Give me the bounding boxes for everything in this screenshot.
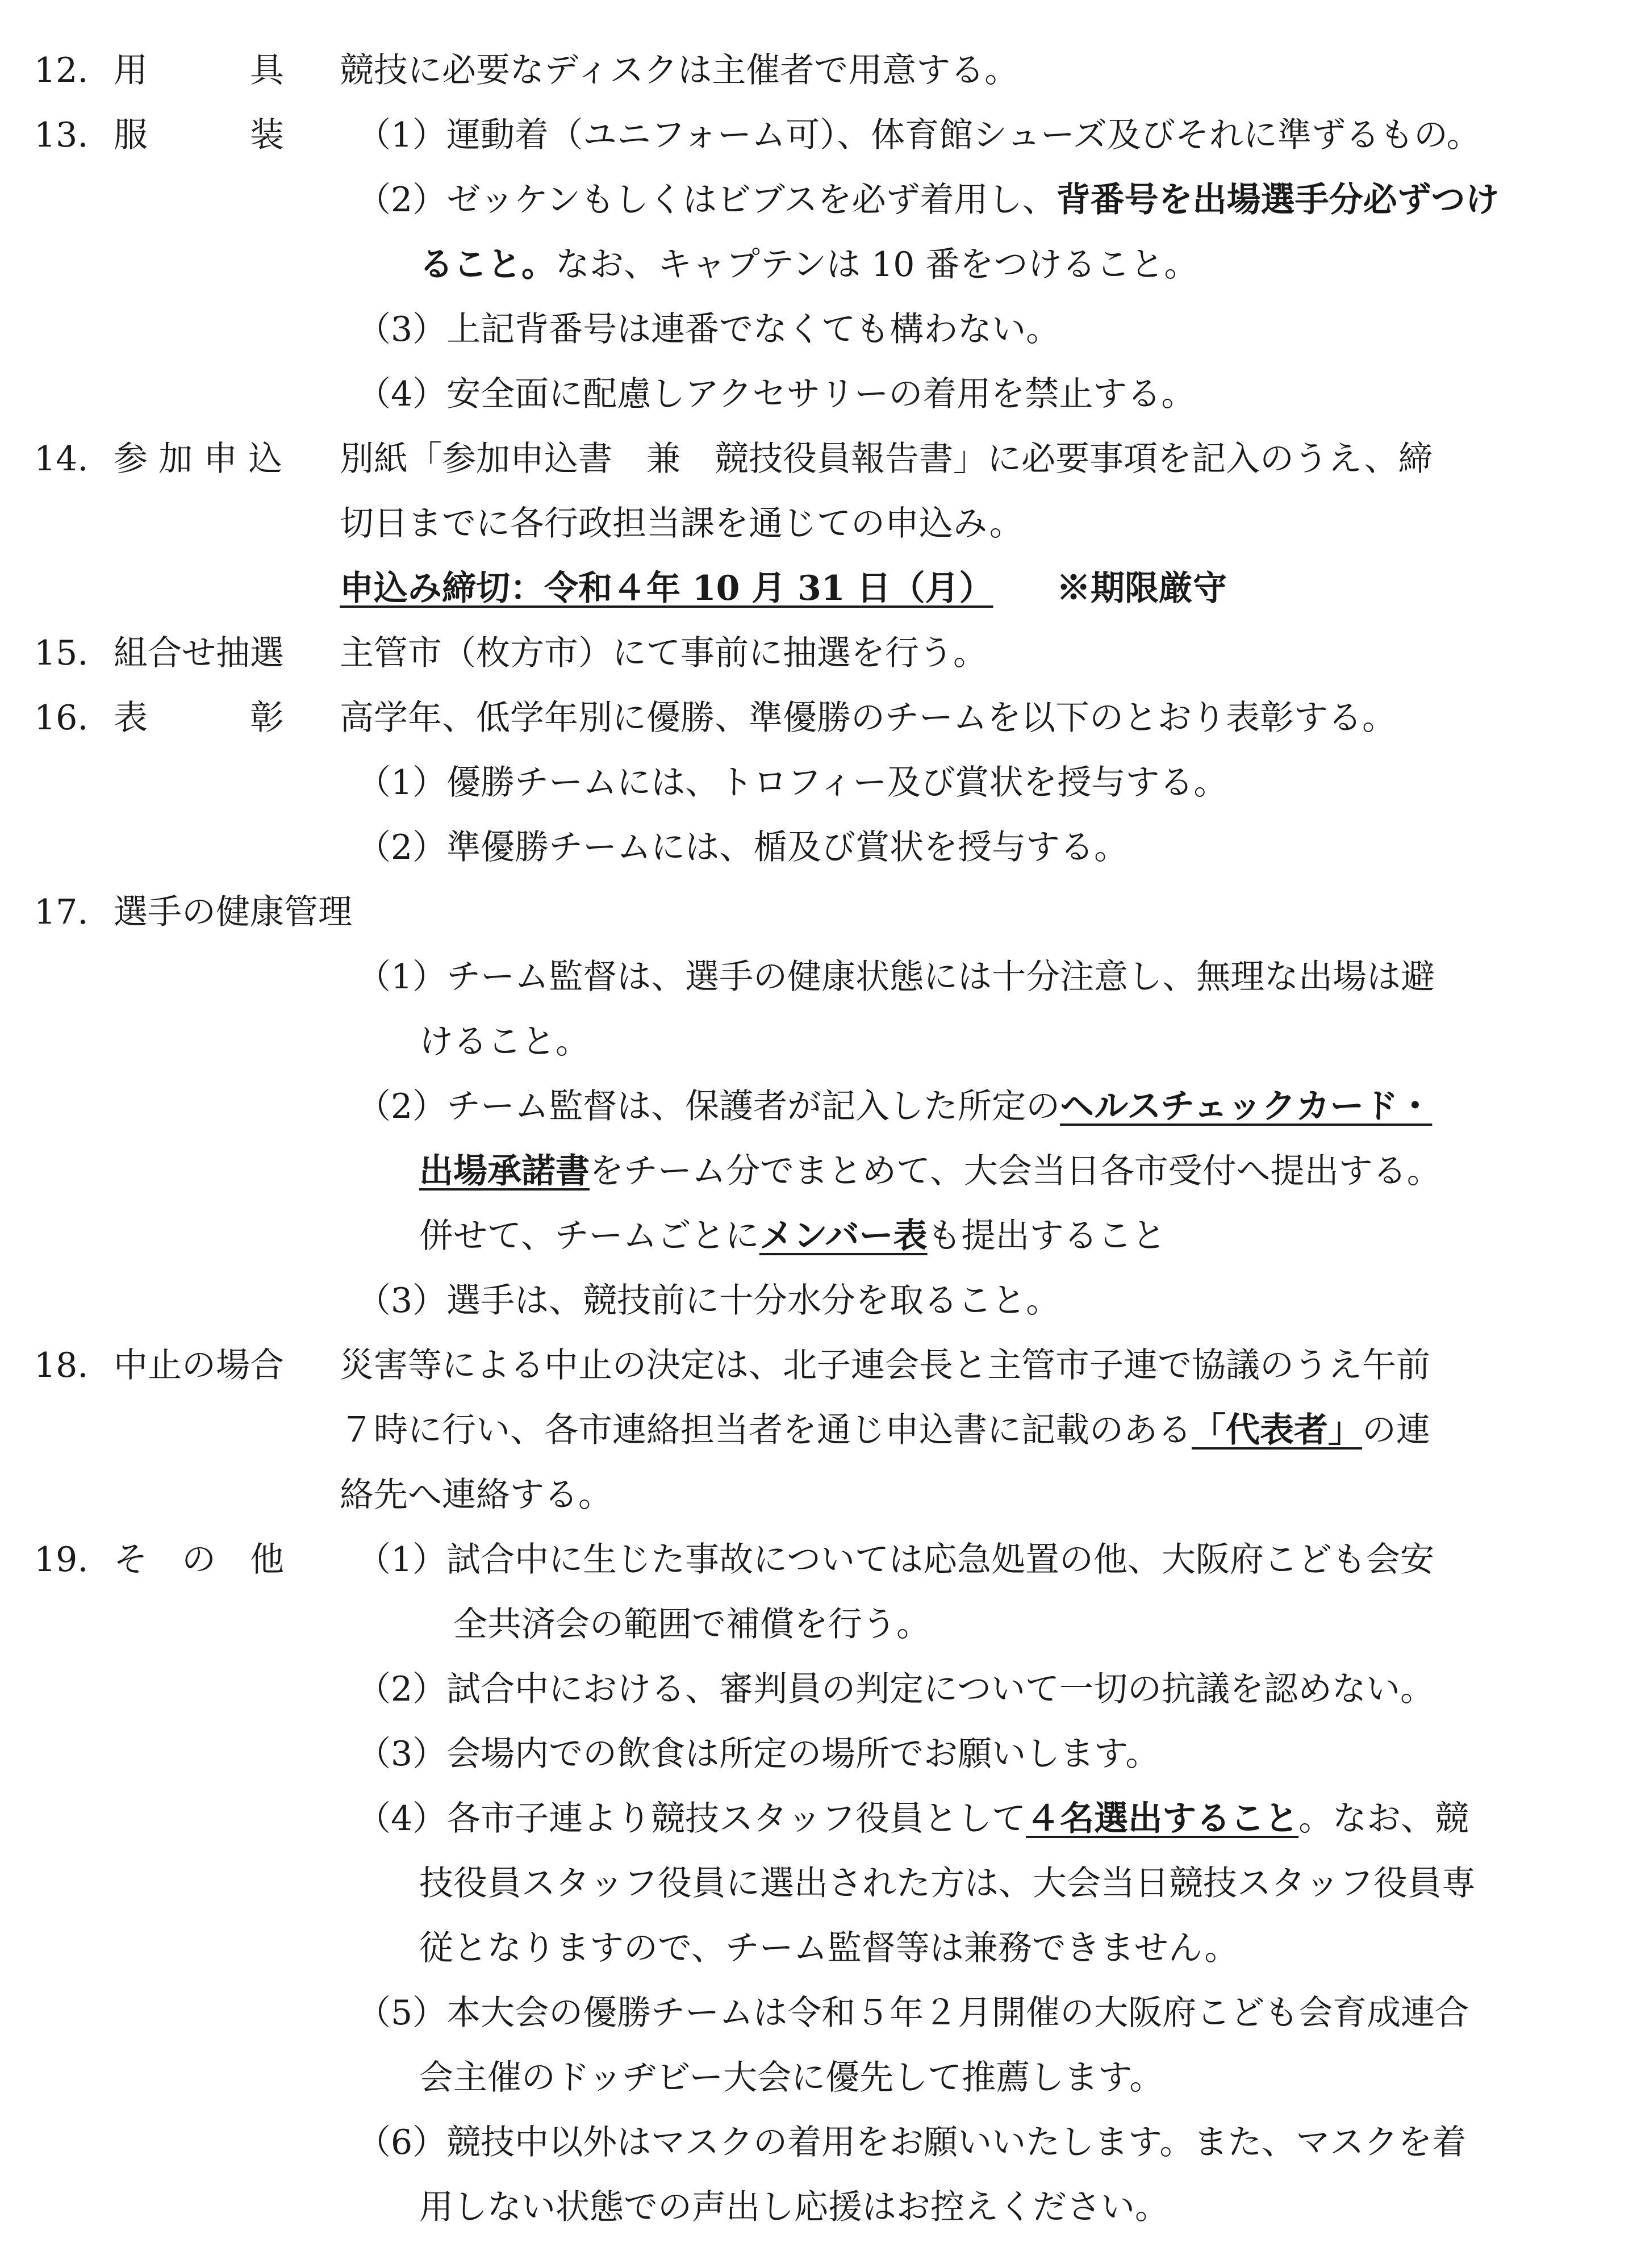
item-number: 17. [34, 892, 89, 932]
item-19-line [0, 2055, 1637, 2100]
item-13-line [0, 242, 1637, 287]
emphasis-text: 背番号を出場選手分必ずつけ [1056, 180, 1500, 220]
item-17-line [0, 1148, 1637, 1194]
item-17-line [0, 1019, 1637, 1064]
item-18 [0, 1343, 1637, 1388]
item-17-line [0, 1278, 1637, 1323]
item-text: （2）ゼッケンもしくはビブスを必ず着用し、 [357, 180, 1056, 220]
item-text: けること。 [419, 1022, 590, 1062]
item-19-line [0, 2120, 1637, 2165]
item-18-line [0, 1407, 1637, 1453]
item-19-line [0, 1731, 1637, 1777]
item-text: 切日までに各行政担当課を通じての申込み。 [340, 504, 1024, 544]
item-text: （4）各市子連より競技スタッフ役員として [357, 1799, 1026, 1839]
item-13-line [0, 177, 1637, 223]
item-text: （2）試合中における、審判員の判定について一切の抗議を認めない。 [357, 1669, 1434, 1709]
item-text: 災害等による中止の決定は、北子連会長と主管市子連で協議のうえ午前 [340, 1346, 1430, 1385]
item-label: そ の 他 [114, 1540, 284, 1580]
item-text: （3）上記背番号は連番でなくても構わない。 [357, 310, 1060, 349]
item-13-line [0, 371, 1637, 417]
item-text: （1）試合中に生じた事故については応急処置の他、大阪府こども会安 [357, 1540, 1434, 1580]
item-19-line [0, 1796, 1637, 1841]
item-label: 選手の健康管理 [114, 892, 352, 932]
item-text: 用しない状態での声出し応援はお控えください。 [419, 2187, 1169, 2227]
item-label: 用 具 [114, 51, 284, 90]
item-text: 絡先へ連絡する。 [340, 1475, 612, 1515]
item-text: 従となりますので、チーム監督等は兼務できません。 [419, 1928, 1239, 1968]
item-number: 13. [34, 115, 89, 155]
item-19-line [0, 1925, 1637, 1971]
item-text: （3）選手は、競技前に十分水分を取ること。 [357, 1281, 1060, 1321]
item-16 [0, 695, 1637, 741]
staff-selection-text: ４名選出すること [1026, 1799, 1299, 1839]
item-text: も提出すること [927, 1216, 1166, 1256]
item-text: をチーム分でまとめて、大会当日各市受付へ提出する。 [590, 1151, 1441, 1191]
item-13 [0, 112, 1637, 158]
item-18-line [0, 1472, 1637, 1518]
item-17-line [0, 1084, 1637, 1129]
consent-form-text: 出場承諾書 [419, 1151, 590, 1191]
item-16-line [0, 825, 1637, 870]
health-check-card-text: ヘルスチェックカード・ [1060, 1087, 1433, 1126]
item-label: 服 装 [114, 115, 284, 155]
item-12 [0, 48, 1637, 93]
item-19-line [0, 1602, 1637, 1647]
item-text: 高学年、低学年別に優勝、準優勝のチームを以下のとおり表彰する。 [340, 698, 1396, 738]
item-text: （1）優勝チームには、トロフィー及び賞状を授与する。 [357, 763, 1228, 803]
item-17 [0, 889, 1637, 935]
item-text: なお、キャプテンは 10 番をつけること。 [556, 245, 1198, 285]
item-number: 14. [34, 439, 89, 479]
item-label: 組合せ抽選 [114, 633, 284, 673]
item-text: ７時に行い、各市連絡担当者を通じ申込書に記載のある [340, 1410, 1192, 1450]
item-19-line [0, 1666, 1637, 1712]
item-19-line [0, 2185, 1637, 2230]
item-text: （5）本大会の優勝チームは令和５年２月開催の大阪府こども会育成連合 [357, 1993, 1469, 2033]
item-text: （2）準優勝チームには、楯及び賞状を授与する。 [357, 828, 1129, 867]
deadline-note: ※期限厳守 [1056, 569, 1227, 608]
item-text: 併せて、チームごとに [419, 1216, 759, 1256]
item-text: 主管市（枚方市）にて事前に抽選を行う。 [340, 633, 987, 673]
item-number: 12. [34, 51, 89, 90]
item-label: 表 彰 [114, 698, 284, 738]
representative-text: 「代表者」 [1192, 1410, 1362, 1450]
item-15 [0, 630, 1637, 676]
item-number: 15. [34, 633, 89, 673]
item-text: （6）競技中以外はマスクの着用をお願いいたします。また、マスクを着 [357, 2123, 1467, 2162]
item-text: 競技に必要なディスクは主催者で用意する。 [340, 51, 1019, 90]
item-text: 技役員スタッフ役員に選出された方は、大会当日競技スタッフ役員専 [419, 1864, 1476, 1903]
item-text: 。なお、競 [1298, 1799, 1469, 1839]
item-19-line [0, 1861, 1637, 1906]
item-text: （1）チーム監督は、選手の健康状態には十分注意し、無理な出場は避 [357, 957, 1435, 997]
item-17-line [0, 1213, 1637, 1259]
item-number: 18. [34, 1346, 89, 1385]
item-text: （3）会場内での飲食は所定の場所でお願いします。 [357, 1734, 1160, 1774]
item-14-line [0, 501, 1637, 546]
item-text: の連 [1362, 1410, 1430, 1450]
item-label: 中止の場合 [114, 1346, 284, 1385]
item-text: 全共済会の範囲で補償を行う。 [453, 1605, 930, 1644]
item-17-line [0, 954, 1637, 1000]
item-16-line [0, 760, 1637, 805]
emphasis-text: ること。 [419, 245, 556, 285]
item-number: 19. [34, 1540, 89, 1580]
item-label: 参 加 申 込 [114, 439, 283, 479]
deadline-line [0, 566, 1637, 611]
item-13-line [0, 307, 1637, 352]
item-text: （2）チーム監督は、保護者が記入した所定の [357, 1087, 1060, 1126]
item-text: （1）運動着（ユニフォーム可）、体育館シューズ及びそれに準ずるもの。 [357, 115, 1481, 155]
item-text: 会主催のドッヂビー大会に優先して推薦します。 [419, 2058, 1164, 2098]
item-text: 別紙「参加申込書 兼 競技役員報告書」に必要事項を記入のうえ、締 [340, 439, 1433, 479]
item-text: （4）安全面に配慮しアクセサリーの着用を禁止する。 [357, 374, 1196, 414]
item-14 [0, 436, 1637, 482]
deadline-text: 申込み締切：令和４年 10 月 31 日（月） [340, 569, 993, 608]
item-number: 16. [34, 698, 89, 738]
item-19-line [0, 1990, 1637, 2036]
member-list-text: メンバー表 [759, 1216, 928, 1256]
item-19 [0, 1537, 1637, 1582]
